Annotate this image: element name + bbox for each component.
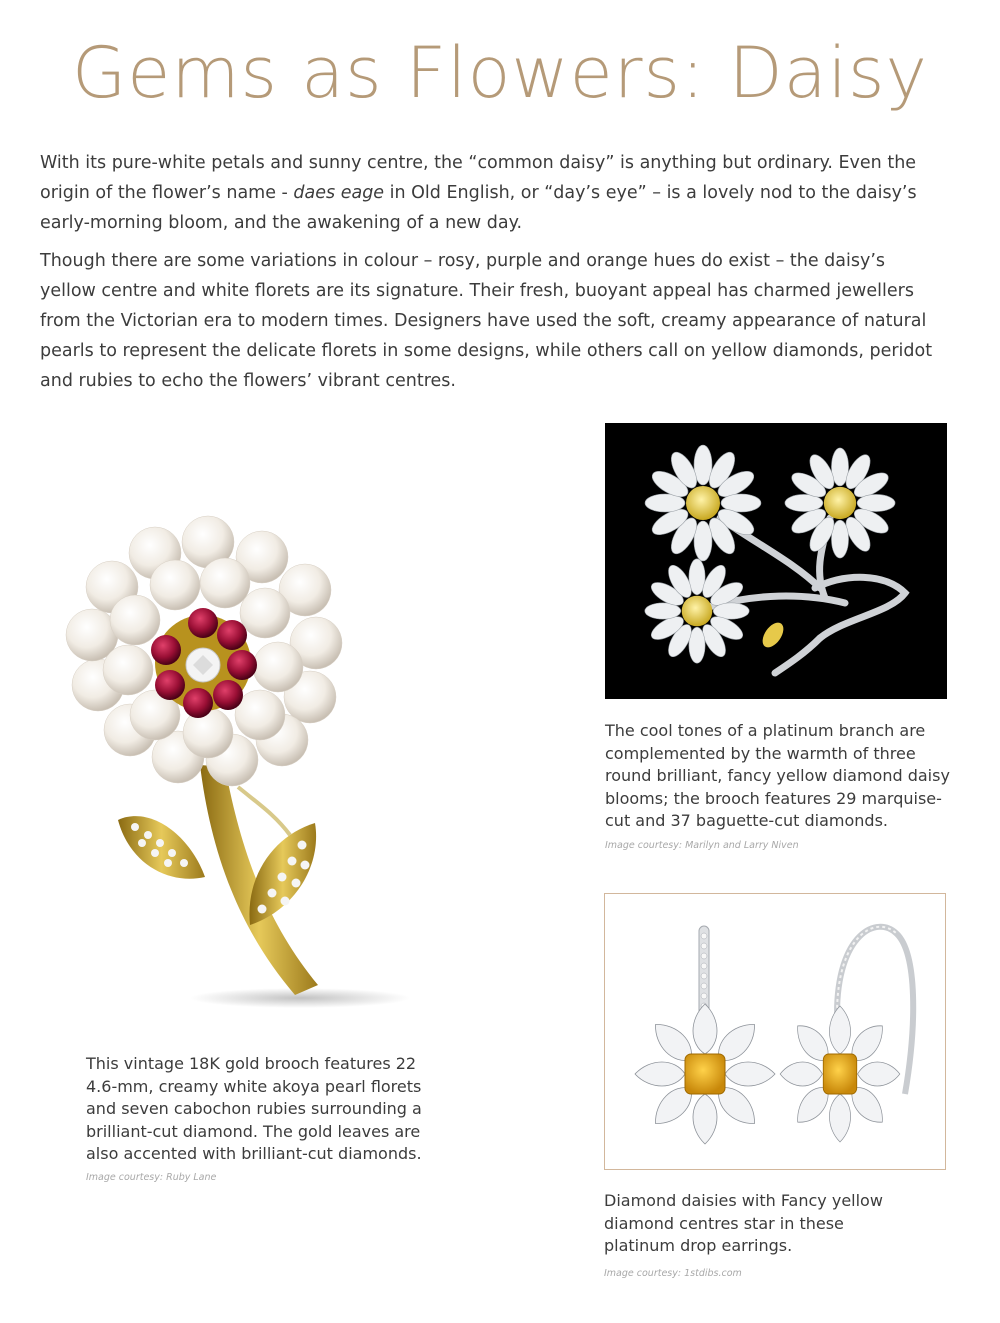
intro-paragraph-1 bbox=[40, 148, 940, 238]
platinum-daisy-branch-brooch-image bbox=[605, 423, 947, 699]
credit-earrings: Image courtesy: 1stdibs.com bbox=[604, 1268, 742, 1279]
caption-branch-brooch: The cool tones of a platinum branch are complemented by the warmth of three round brilliant, fancy yellow diamond daisy blooms; the brooch features 29 marquise-cut and 37 baguette-cut diamonds. bbox=[605, 721, 950, 830]
caption-earrings: Diamond daisies with Fancy yellow diamond centres star in these platinum drop earrings. bbox=[604, 1191, 883, 1255]
intro-paragraph-2: Though there are some variations in colour – rosy, purple and orange hues do exist – the daisy’s yellow centre and white florets are its signature. Their fresh, buoyant appeal has charmed jewellers from the Victorian era to modern times. Designers have used the soft, creamy appearance of natural pearls to represent the delicate florets in some designs, while others call on yellow diamonds, peridot and rubies to echo the flowers’ vibrant centres. bbox=[40, 251, 933, 391]
intro-p1-emphasis: daes eage bbox=[293, 183, 385, 203]
credit-pearl-brooch: Image courtesy: Ruby Lane bbox=[86, 1172, 217, 1183]
intro-p1-after: in Old English, or “day’s eye” – is a lovely nod to the daisy’s early-morning bloom, and the awakening of a new day. bbox=[40, 183, 917, 233]
diamond-daisy-earrings-image bbox=[604, 893, 946, 1170]
intro-p1-before: With its pure-white petals and sunny centre, the “common daisy” is anything but ordinary. Even the origin of the flower’s name - bbox=[40, 153, 917, 203]
page-title: Gems as Flowers: Daisy bbox=[72, 32, 928, 114]
pearl-ruby-daisy-brooch-image bbox=[60, 505, 410, 1015]
credit-branch-brooch: Image courtesy: Marilyn and Larry Niven bbox=[605, 840, 799, 851]
caption-pearl-brooch: This vintage 18K gold brooch features 22 4.6-mm, creamy white akoya pearl florets and seven cabochon rubies surrounding a brilliant-cut diamond. The gold leaves are also accented with brilliant-cut diamonds. bbox=[86, 1054, 422, 1163]
intro-text bbox=[40, 148, 940, 404]
